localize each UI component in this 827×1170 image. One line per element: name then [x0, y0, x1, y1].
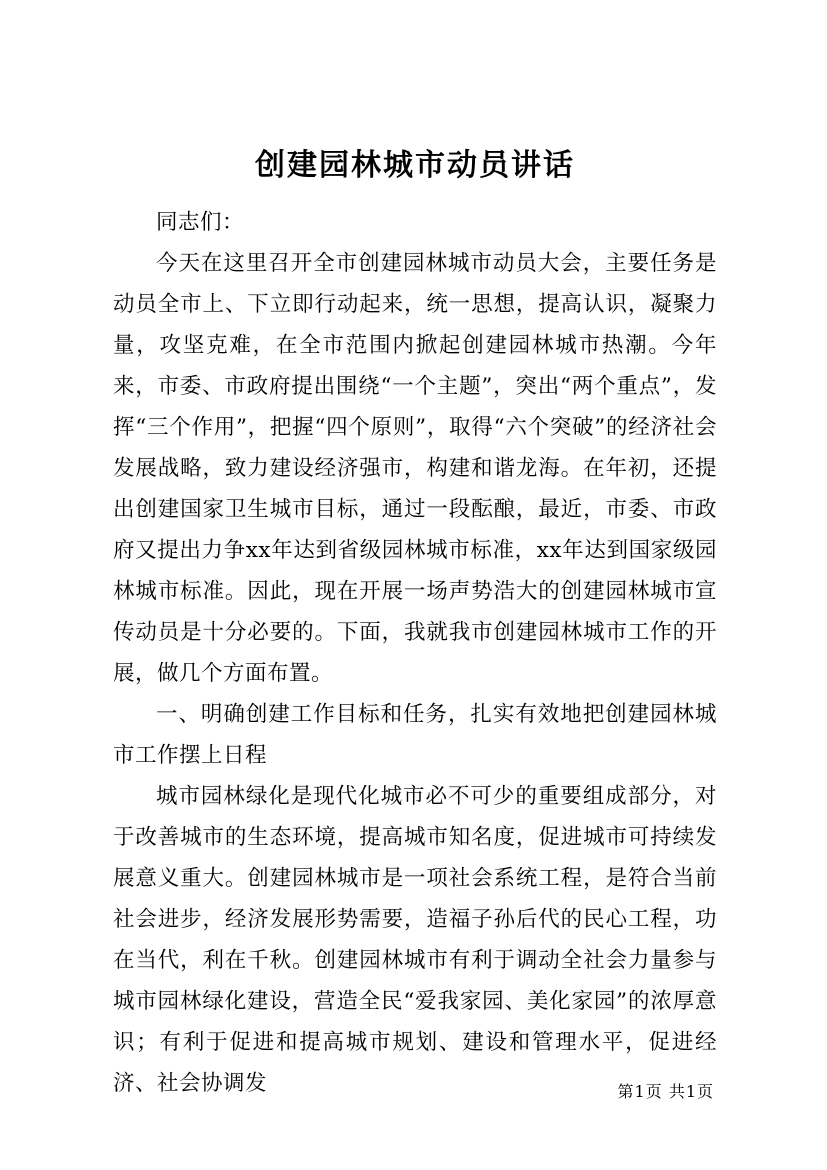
- paragraph-salutation: 同志们：: [156, 210, 245, 235]
- document-content: [113, 146, 717, 1104]
- document-title-text: 创建园林城市动员讲话: [255, 148, 575, 183]
- page-number-footer: 第1页 共1页: [617, 1082, 714, 1101]
- document-title: [113, 146, 717, 186]
- paragraph-body-1: 今天在这里召开全市创建园林城市动员大会，主要任务是动员全市上、下立即行动起来，统一思想，提高认识，凝聚力量，攻坚克难，在全市范围内掀起创建园林城市热潮。今年来，市委、市政府提出围绕“一个主题”，突出“两个重点”，发挥“三个作用”，把握“四个原则”，取得“六个突破”的经济社会发展战略，致力建设经济强市，构建和谐龙海。在年初，还提出创建国家卫生城市目标，通过一段酝酿，最近，市委、市政府又提出力争xx年达到省级园林城市标准，xx年达到国家级园林城市标准。因此，现在开展一场声势浩大的创建园林城市宣传动员是十分必要的。下面，我就我市创建园林城市工作的开展，做几个方面布置。: [113, 251, 717, 686]
- paragraph-section-heading: 一、明确创建工作目标和任务，扎实有效地把创建园林城市工作摆上日程: [113, 702, 717, 768]
- paragraph-body-2: 城市园林绿化是现代化城市必不可少的重要组成部分，对于改善城市的生态环境，提高城市知名度，促进城市可持续发展意义重大。创建园林城市是一项社会系统工程，是符合当前社会进步，经济发展形势需要，造福子孙后代的民心工程，功在当代，利在千秋。创建园林城市有利于调动全社会力量参与城市园林绿化建设，营造全民“爱我家园、美化家园”的浓厚意识；有利于促进和提高城市规划、建设和管理水平，促进经济、社会协调发: [113, 784, 717, 1096]
